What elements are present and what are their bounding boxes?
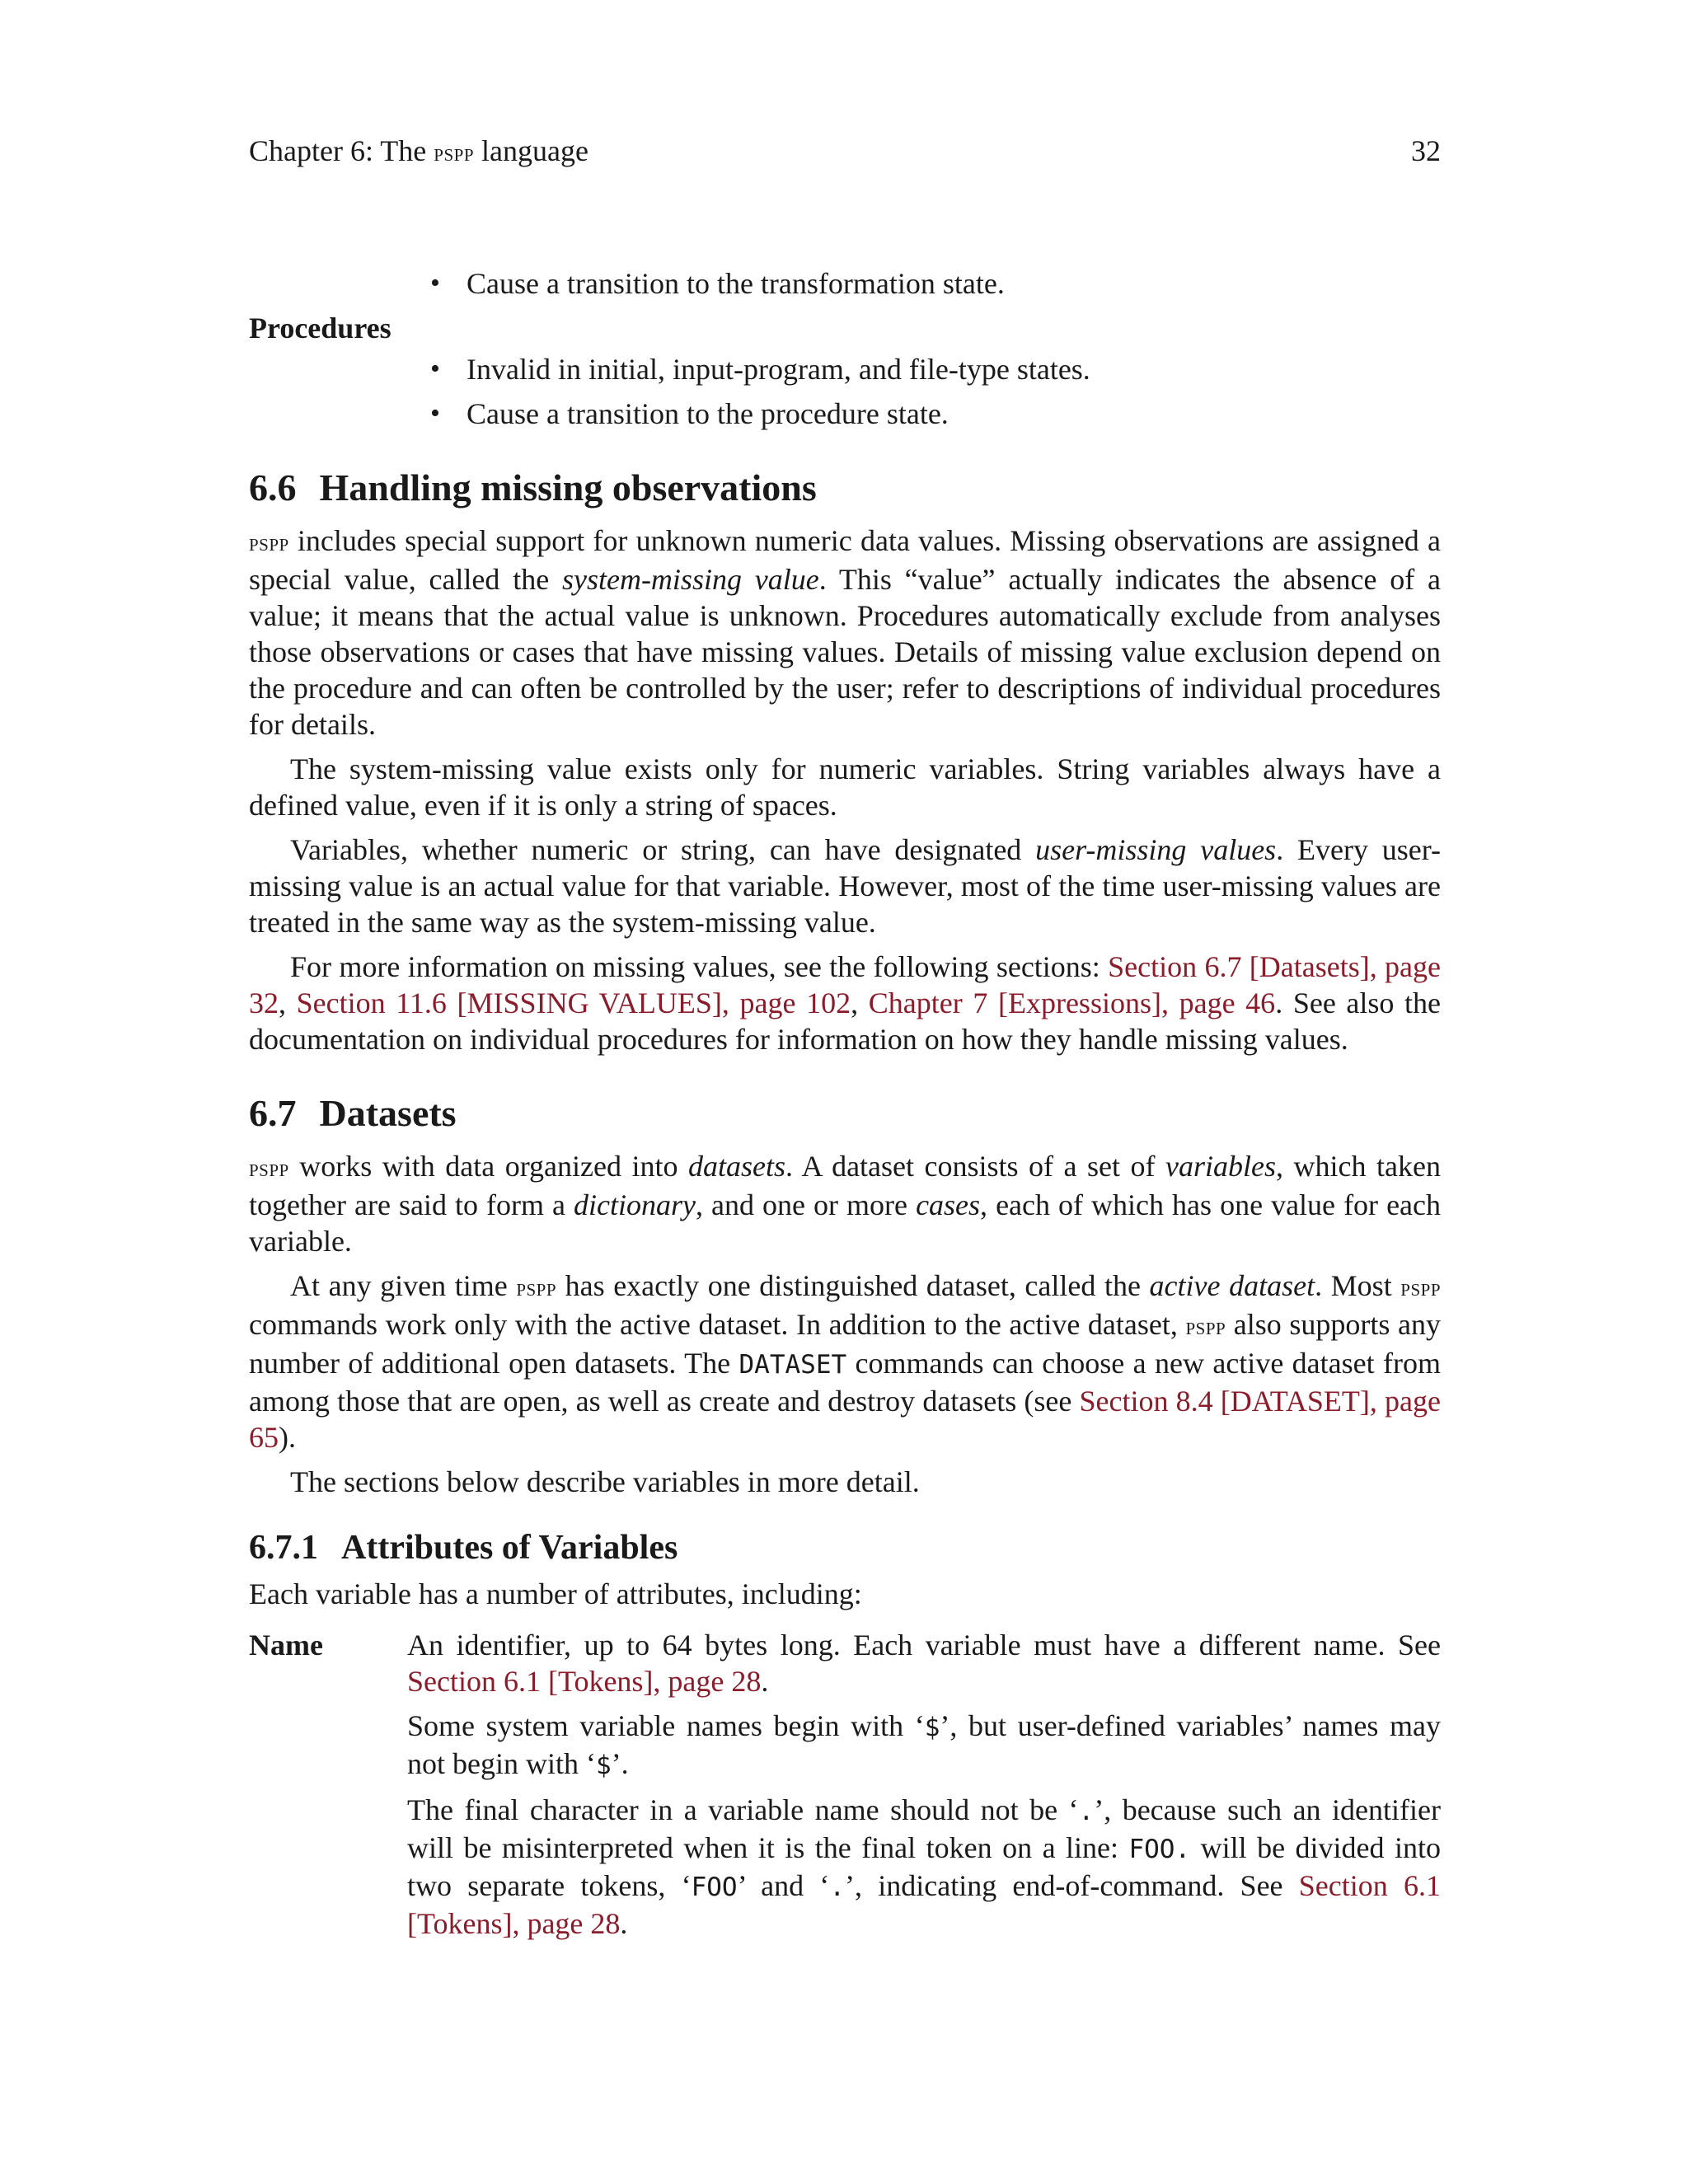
list-item: • Cause a transition to the transformation state.	[467, 265, 1441, 302]
paragraph: At any given time pspp has exactly one distinguished dataset, called the active dataset. Most pspp commands work only with the active dataset. In addition to the active dataset, pspp also supports any number of additional open datasets. The DATASET commands can choose a new active dataset from among those that are open, as well as create and destroy datasets (see Section 8.4 [DATASET], page 65).	[249, 1269, 1442, 1454]
emphasis: datasets	[688, 1150, 786, 1183]
paragraph: pspp includes special support for unknown numeric data values. Missing observations are assigned a special value, called the system-missing value. This “value” actually indicates the absence of a value; it means that the actual value is unknown. Procedures automatically exclude from analyses those observations or cases that have missing values. Details of missing value exclusion depend on the procedure and can often be controlled by the user; refer to descriptions of individual procedures for details.	[249, 524, 1442, 741]
code-literal: FOO	[691, 1872, 738, 1902]
emphasis: variables	[1165, 1150, 1277, 1183]
product-name: pspp	[1400, 1275, 1441, 1301]
paragraph: An identifier, up to 64 bytes long. Each variable must have a different name. See Section 6.1 [Tokens], page 28.	[407, 1629, 1441, 1698]
running-header	[249, 130, 1441, 174]
code-literal: .	[1078, 1797, 1095, 1826]
cross-reference-link[interactable]: Section 8.4 [DATASET], page 65	[249, 1385, 1442, 1454]
cross-reference-link[interactable]: Section 6.1 [Tokens], page 28	[407, 1869, 1441, 1940]
transformation-bullet-list	[249, 265, 1441, 302]
definition-body	[407, 1627, 1441, 1942]
section-heading-6-7	[249, 1090, 1441, 1137]
section-heading-6-6	[249, 465, 1441, 511]
paragraph: For more information on missing values, see the following sections: Section 6.7 [Datasets], page 32, Section 11.6 [MISSING VALUES], page 102, Chapter 7 [Expressions], page 46. See also the documentation on individual procedures for information on how they handle missing values.	[249, 950, 1442, 1056]
emphasis: user-missing values	[1035, 833, 1277, 866]
paragraph: Each variable has a number of attributes, including:	[249, 1577, 862, 1610]
procedures-bullet-list	[249, 351, 1441, 432]
list-item: • Cause a transition to the procedure state.	[467, 396, 1441, 432]
emphasis: cases	[916, 1188, 981, 1221]
list-item: • Invalid in initial, input-program, and file-type states.	[467, 351, 1441, 387]
emphasis: dictionary	[574, 1188, 696, 1221]
paragraph: The system-missing value exists only for numeric variables. String variables always have a defined value, even if it is only a string of spaces.	[249, 752, 1441, 822]
cross-reference-link[interactable]: Section 6.1 [Tokens], page 28	[407, 1665, 762, 1698]
section-title: Datasets	[319, 1092, 457, 1134]
paragraph: Variables, whether numeric or string, can have designated user-missing values. Every user-missing value is an actual value for that variable. However, most of the time user-missing values are treated in the same way as the system-missing value.	[249, 833, 1441, 939]
product-name: pspp	[434, 140, 474, 166]
section-number: 6.7.1	[249, 1529, 318, 1567]
code-literal: FOO.	[1128, 1835, 1191, 1864]
paragraph: Some system variable names begin with ‘$’, but user-defined variables’ names may not begin with ‘$’.	[407, 1709, 1442, 1780]
emphasis: system-missing value	[561, 563, 819, 596]
product-name: pspp	[249, 1155, 289, 1182]
page-number: 32	[1411, 134, 1441, 167]
subsection-heading-6-7-1	[249, 1526, 1441, 1569]
definition-term: Name	[249, 1629, 323, 1661]
section-title: Attributes of Variables	[341, 1529, 678, 1567]
emphasis: active dataset	[1149, 1269, 1315, 1302]
product-name: pspp	[516, 1275, 557, 1301]
cross-reference-link[interactable]: Section 6.7 [Datasets], page 32	[249, 950, 1441, 1019]
section-title: Handling missing observations	[319, 466, 817, 509]
section-number: 6.7	[249, 1092, 297, 1134]
paragraph: The sections below describe variables in more detail.	[290, 1465, 920, 1498]
product-name: pspp	[1185, 1314, 1226, 1340]
code-literal: DATASET	[738, 1350, 847, 1380]
cross-reference-link[interactable]: Section 11.6 [MISSING VALUES], page 102	[296, 987, 851, 1019]
definition-list	[249, 1627, 1441, 1942]
section-number: 6.6	[249, 466, 297, 509]
product-name: pspp	[249, 530, 289, 556]
paragraph: pspp works with data organized into datasets. A dataset consists of a set of variables, which taken together are said to form a dictionary, and one or more cases, each of which has one value for each variable.	[249, 1150, 1442, 1258]
paragraph: The final character in a variable name should not be ‘.’, because such an identifier will be misinterpreted when it is the final token on a line: FOO. will be divided into two separate tokens, ‘FOO’ and ‘.’, indicating end-of-command. See Section 6.1 [Tokens], page 28.	[407, 1793, 1441, 1940]
code-literal: $	[924, 1713, 940, 1742]
page-content	[249, 265, 1441, 1950]
procedures-label: Procedures	[249, 312, 392, 344]
chapter-title: Chapter 6: The pspp language	[249, 134, 588, 167]
cross-reference-link[interactable]: Chapter 7 [Expressions], page 46	[868, 987, 1276, 1019]
code-literal: $	[595, 1750, 612, 1780]
code-literal: .	[829, 1872, 846, 1902]
